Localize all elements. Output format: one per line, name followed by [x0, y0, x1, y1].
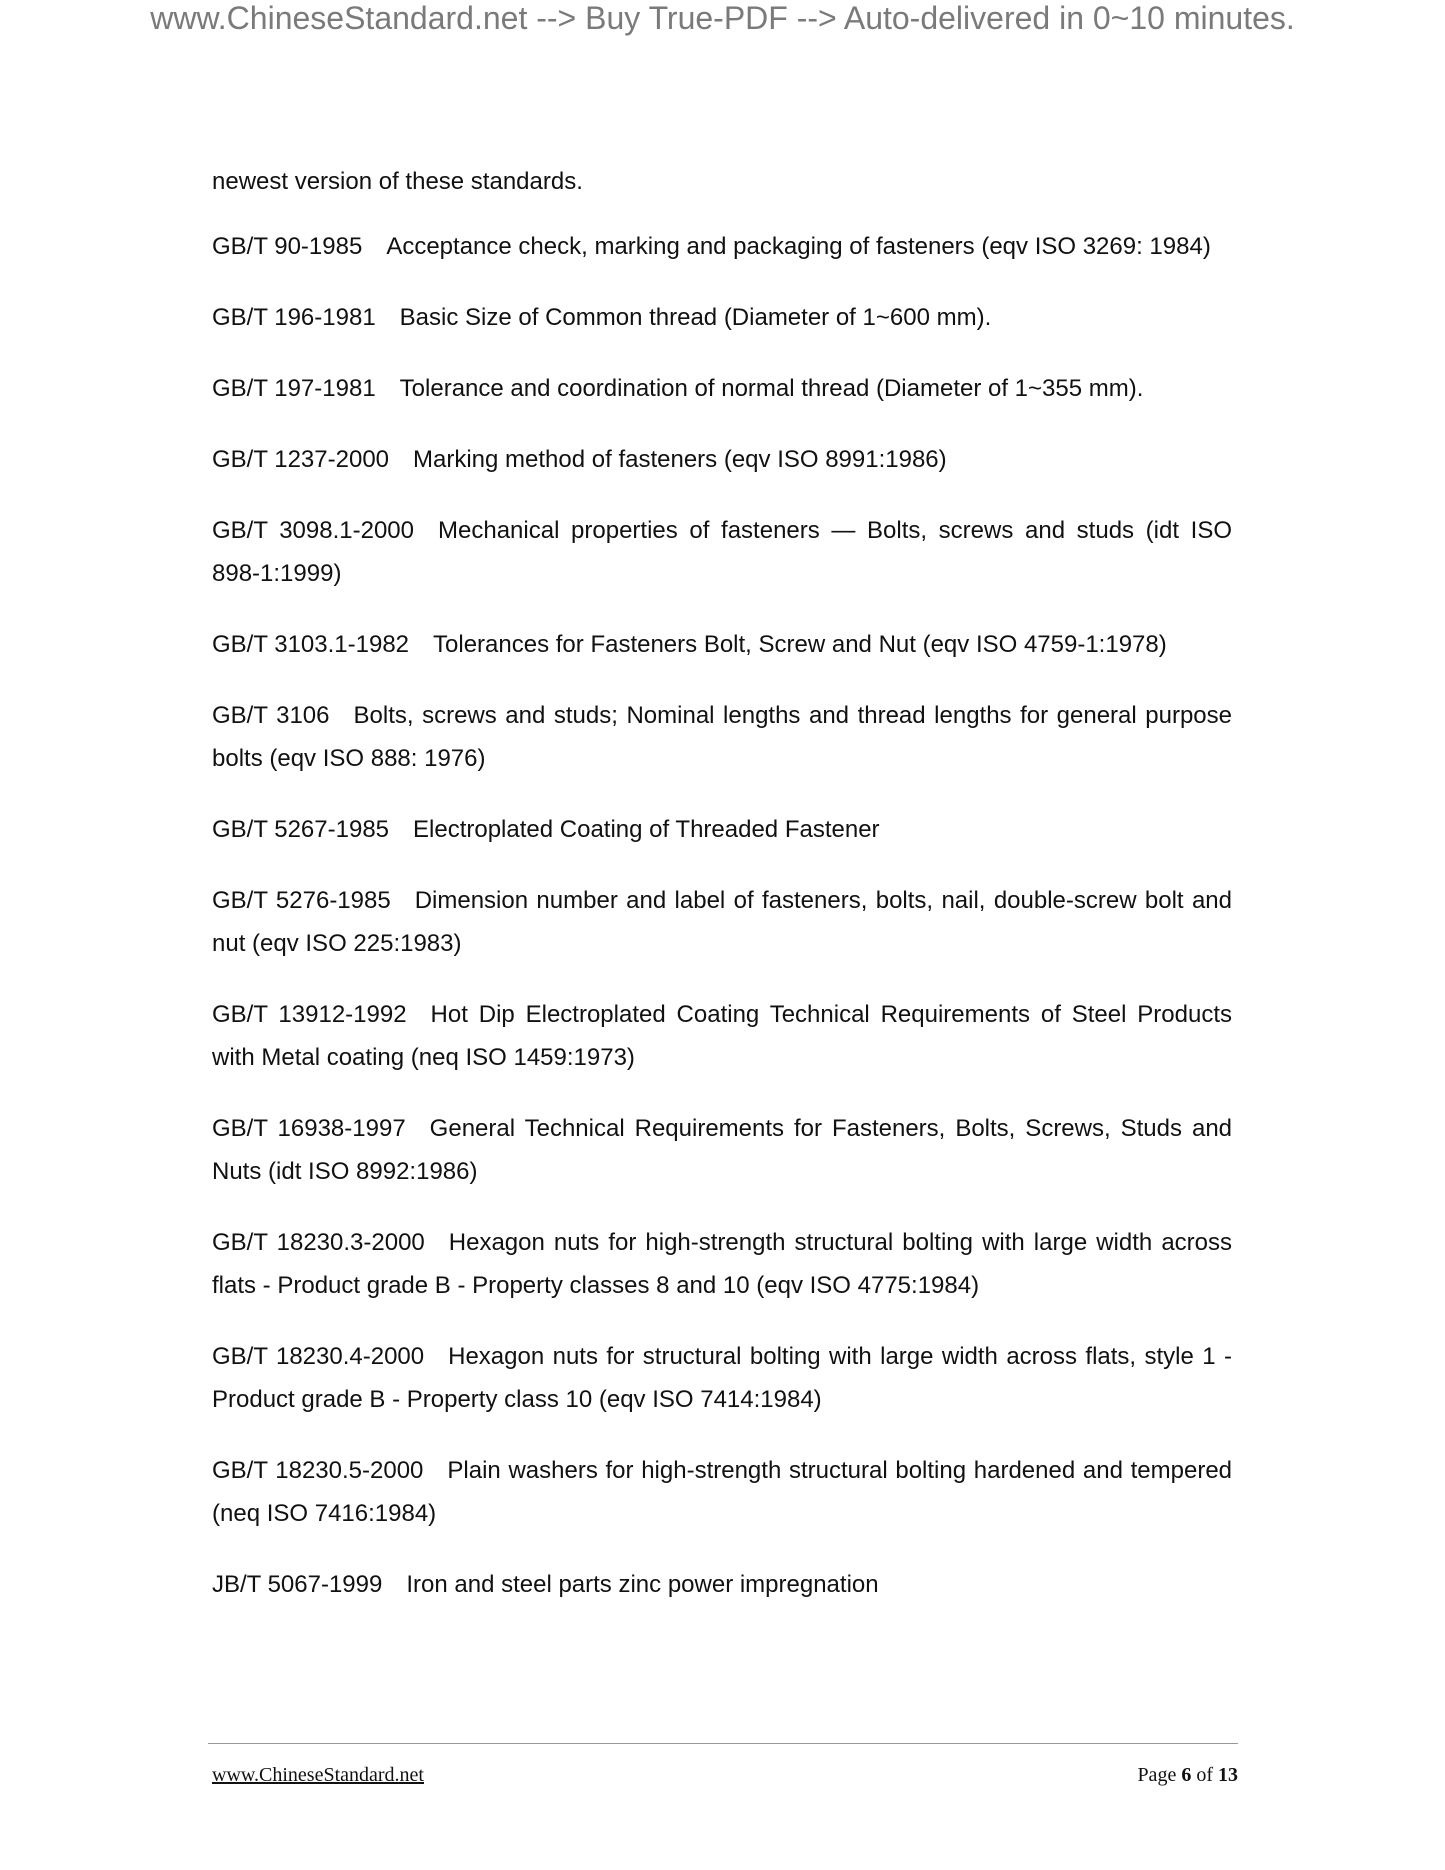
reference-item — [212, 509, 1232, 595]
reference-item — [212, 694, 1232, 780]
reference-item — [212, 623, 1232, 666]
reference-item — [212, 1449, 1232, 1535]
reference-item — [212, 367, 1232, 410]
reference-title: Hexagon nuts for high-strength structural bolting with large width across flats - Product grade B - Property classes 8 and 10 (eqv ISO 4775:1984) — [212, 1229, 1232, 1299]
reference-code: GB/T 90-1985 — [212, 233, 363, 260]
page-number — [1137, 1764, 1238, 1787]
reference-code: GB/T 196-1981 — [212, 304, 376, 331]
footer-site-link[interactable]: www.ChineseStandard.net — [212, 1764, 424, 1786]
page-sep: of — [1196, 1764, 1213, 1786]
reference-title: General Technical Requirements for Fasteners, Bolts, Screws, Studs and Nuts (idt ISO 8992:1986) — [212, 1115, 1233, 1185]
reference-item — [212, 225, 1232, 268]
reference-code: GB/T 3103.1-1982 — [212, 631, 410, 658]
page-total: 13 — [1218, 1764, 1238, 1786]
reference-title: Iron and steel parts zinc power impregnation — [406, 1571, 879, 1598]
page-current: 6 — [1181, 1764, 1192, 1786]
reference-title: Marking method of fasteners (eqv ISO 8991:1986) — [413, 446, 947, 473]
reference-code: GB/T 197-1981 — [212, 375, 376, 402]
reference-item — [212, 296, 1232, 339]
page-prefix: Page — [1137, 1764, 1177, 1786]
reference-item — [212, 879, 1232, 965]
reference-code: JB/T 5067-1999 — [212, 1571, 383, 1598]
intro-text: newest version of these standards. — [212, 168, 583, 195]
reference-title: Basic Size of Common thread (Diameter of 1~600 mm). — [399, 304, 992, 331]
header-banner[interactable]: www.ChineseStandard.net --> Buy True-PDF --> Auto-delivered in 0~10 minutes. — [150, 0, 1295, 36]
reference-code: GB/T 18230.4-2000 — [212, 1343, 425, 1370]
reference-title: Tolerances for Fasteners Bolt, Screw and Nut (eqv ISO 4759-1:1978) — [433, 631, 1167, 658]
reference-title: Mechanical properties of fasteners — Bolts, screws and studs (idt ISO 898-1:1999) — [212, 517, 1232, 587]
reference-item — [212, 1335, 1232, 1421]
reference-item — [212, 1107, 1232, 1193]
reference-code: GB/T 5267-1985 — [212, 816, 390, 843]
reference-item — [212, 438, 1232, 481]
reference-title: Dimension number and label of fasteners, bolts, nail, double-screw bolt and nut (eqv ISO 225:1983) — [212, 887, 1232, 957]
reference-title: Plain washers for high-strength structural bolting hardened and tempered (neq ISO 7416:1984) — [212, 1457, 1233, 1527]
reference-code: GB/T 18230.5-2000 — [212, 1457, 424, 1484]
reference-item — [212, 808, 1232, 851]
reference-code: GB/T 1237-2000 — [212, 446, 390, 473]
reference-title: Hot Dip Electroplated Coating Technical Requirements of Steel Products with Metal coating (neq ISO 1459:1973) — [212, 1001, 1232, 1071]
reference-item — [212, 993, 1232, 1079]
reference-title: Acceptance check, marking and packaging of fasteners (eqv ISO 3269: 1984) — [386, 233, 1211, 260]
reference-code: GB/T 18230.3-2000 — [212, 1229, 425, 1256]
reference-code: GB/T 16938-1997 — [212, 1115, 406, 1142]
reference-title: Bolts, screws and studs; Nominal lengths and thread lengths for general purpose bolts (eqv ISO 888: 1976) — [212, 702, 1232, 772]
reference-code: GB/T 3098.1-2000 — [212, 517, 414, 544]
reference-title: Electroplated Coating of Threaded Fastener — [413, 816, 880, 843]
reference-code: GB/T 3106 — [212, 702, 330, 729]
footer-divider — [208, 1743, 1238, 1744]
reference-code: GB/T 5276-1985 — [212, 887, 391, 914]
document-body — [212, 160, 1232, 1634]
reference-item — [212, 1563, 1232, 1606]
reference-item — [212, 1221, 1232, 1307]
reference-title: Tolerance and coordination of normal thread (Diameter of 1~355 mm). — [399, 375, 1144, 402]
reference-title: Hexagon nuts for structural bolting with large width across flats, style 1 - Product grade B - Property class 10 (eqv ISO 7414:1984) — [212, 1343, 1233, 1413]
reference-code: GB/T 13912-1992 — [212, 1001, 407, 1028]
